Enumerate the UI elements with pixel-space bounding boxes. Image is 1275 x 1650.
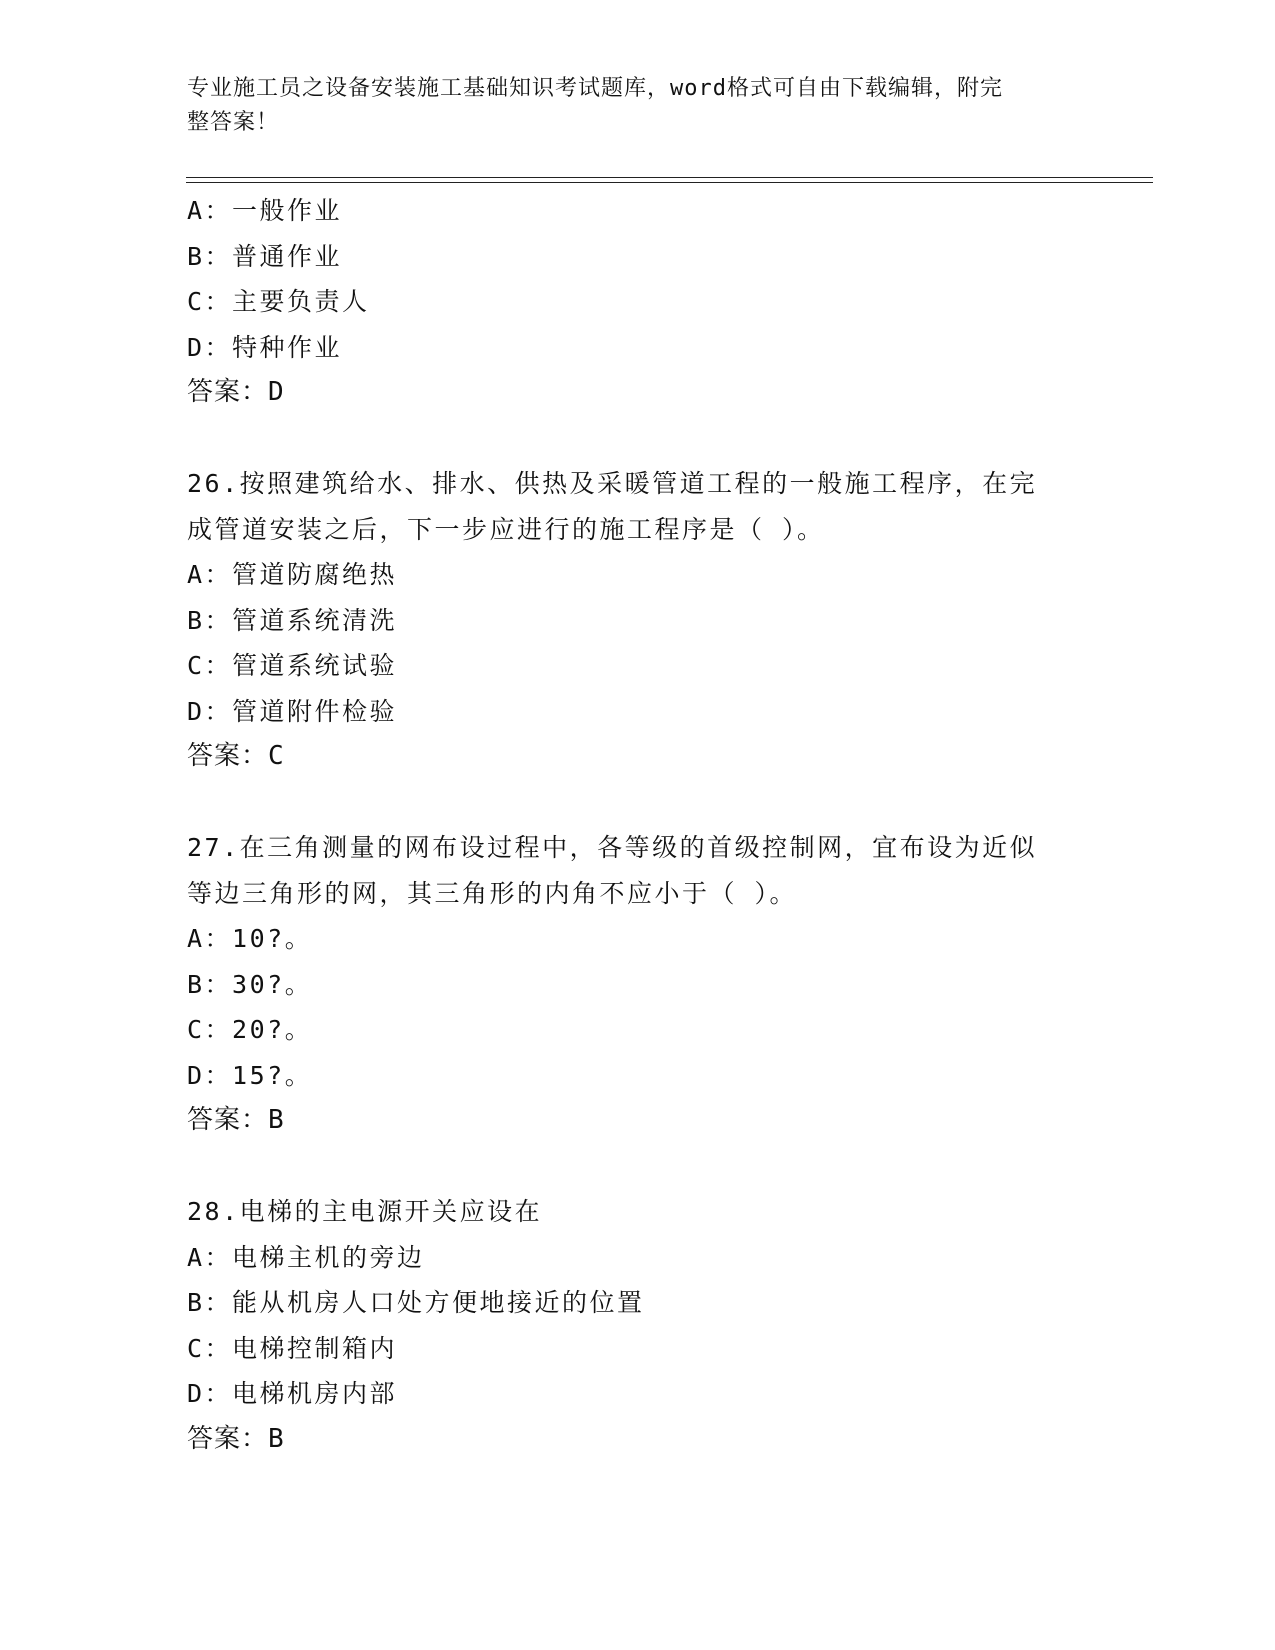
option-c: C：电梯控制箱内 — [187, 1333, 398, 1363]
header-line-1: 专业施工员之设备安装施工基础知识考试题库，word格式可自由下载编辑，附完 — [187, 76, 1003, 101]
option-b: B：管道系统清洗 — [187, 605, 398, 635]
question-list — [187, 188, 1087, 1462]
option-b: B：能从机房人口处方便地接近的位置 — [187, 1288, 645, 1317]
option-b: B：普通作业 — [187, 241, 343, 271]
option-a: A：10?。 — [187, 924, 313, 953]
answer: 答案：D — [187, 377, 285, 407]
question-text-line: 28.电梯的主电源开关应设在 — [187, 1197, 543, 1226]
document-header — [187, 72, 1067, 140]
header-rule-bottom — [186, 182, 1153, 183]
option-c: C：管道系统试验 — [187, 651, 398, 680]
question-text-line: 等边三角形的网，其三角形的内角不应小于（ ）。 — [187, 878, 798, 908]
option-b: B：30?。 — [187, 969, 313, 999]
option-d: D：电梯机房内部 — [187, 1379, 398, 1408]
answer: 答案：B — [187, 1423, 285, 1454]
question-25-tail — [187, 188, 1087, 416]
header-rule-top — [186, 177, 1153, 178]
option-a: A：电梯主机的旁边 — [187, 1242, 425, 1272]
option-d: D：管道附件检验 — [187, 696, 398, 726]
header-line-2: 整答案！ — [187, 110, 280, 135]
question-26 — [187, 461, 1087, 780]
option-a: A：一般作业 — [187, 196, 343, 225]
answer: 答案：B — [187, 1105, 285, 1135]
question-text-line: 27.在三角测量的网布设过程中，各等级的首级控制网，宜布设为近似 — [187, 833, 1038, 862]
question-text-line: 26.按照建筑给水、排水、供热及采暖管道工程的一般施工程序，在完 — [187, 469, 1038, 498]
option-a: A：管道防腐绝热 — [187, 560, 398, 589]
question-27 — [187, 825, 1087, 1144]
option-c: C：主要负责人 — [187, 287, 370, 316]
option-c: C：20?。 — [187, 1015, 313, 1044]
question-28 — [187, 1189, 1087, 1462]
option-d: D：15?。 — [187, 1060, 313, 1090]
option-d: D：特种作业 — [187, 332, 343, 362]
question-text-line: 成管道安装之后，下一步应进行的施工程序是（ ）。 — [187, 514, 825, 544]
answer: 答案：C — [187, 741, 285, 771]
